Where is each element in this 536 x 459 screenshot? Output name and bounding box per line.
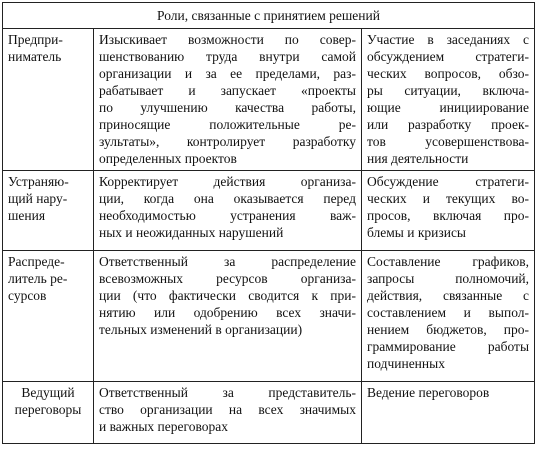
description-line: Корректирует действия организа- xyxy=(99,174,356,189)
activity-line: обсуждением стратеги- xyxy=(367,49,530,64)
description-line: нятию или одобрению всех значи- xyxy=(99,305,356,320)
activity-line: Составление графиков, xyxy=(367,254,530,269)
role-line: переговоры xyxy=(14,402,82,417)
role-line: Устраняю- xyxy=(8,174,69,189)
table-row xyxy=(3,29,535,171)
activity-cell xyxy=(362,171,535,251)
activity-line: или разработку проек- xyxy=(367,117,530,132)
description-line: ство организации на всех значимых xyxy=(99,402,356,417)
role-line: литель ре- xyxy=(8,271,68,286)
description-line: тельных изменений в организации) xyxy=(99,322,303,337)
activity-line: ческих вопросов, обзо- xyxy=(367,66,530,81)
activity-line: составлением и выпол- xyxy=(367,305,530,320)
activity-line: ния деятельности xyxy=(367,151,469,166)
description-line: всевозможных ресурсов организа- xyxy=(99,271,356,286)
role-cell xyxy=(3,171,94,251)
description-cell xyxy=(94,251,362,382)
description-line: Изыскивает возможности по совер- xyxy=(99,32,356,47)
description-line: Ответственный за представитель- xyxy=(99,385,356,400)
role-line: сурсов xyxy=(8,288,47,303)
description-line: организации и за ее пределами, раз- xyxy=(99,66,356,81)
roles-table xyxy=(2,2,535,444)
description-line: необходимостью устранения важ- xyxy=(99,208,356,223)
activity-cell xyxy=(362,382,535,444)
description-line: по улучшению качества работы, xyxy=(99,100,356,115)
table-title-row xyxy=(3,3,535,29)
role-line: Ведущий xyxy=(21,385,75,400)
activity-cell xyxy=(362,29,535,171)
description-line: ции (что фактически сводится к при- xyxy=(99,288,356,303)
description-line: Ответственный за распределение xyxy=(99,254,356,269)
description-line: ных и неожиданных нарушений xyxy=(99,225,284,240)
activity-cell xyxy=(362,251,535,382)
activity-line: Участие в заседаниях с xyxy=(367,32,530,47)
description-line: ции, когда она оказывается перед xyxy=(99,191,356,206)
activity-line: нением бюджетов, про- xyxy=(367,322,530,337)
activity-line: ры ситуации, включа- xyxy=(367,83,530,98)
table-title: Роли, связанные с принятием решений xyxy=(3,3,535,29)
role-line: щий нару- xyxy=(8,191,68,206)
role-line: Распреде- xyxy=(8,254,65,269)
activity-line: ющие инициирование xyxy=(367,100,530,115)
activity-line: граммирование работы xyxy=(367,339,530,354)
activity-line: ческих и текущих во- xyxy=(367,191,530,206)
activity-line: блемы и кризисы xyxy=(367,225,467,240)
role-cell xyxy=(3,251,94,382)
table-row xyxy=(3,171,535,251)
description-line: определенных проектов xyxy=(99,151,237,166)
role-line: ниматель xyxy=(8,49,62,64)
description-line: приносящие положительные ре- xyxy=(99,117,356,132)
description-cell xyxy=(94,171,362,251)
role-cell xyxy=(3,29,94,171)
table-row xyxy=(3,251,535,382)
activity-line: подчиненных xyxy=(367,356,445,371)
activity-line: действия, связанные с xyxy=(367,288,530,303)
role-cell xyxy=(3,382,94,444)
description-cell xyxy=(94,382,362,444)
role-line: шения xyxy=(8,208,46,223)
activity-line: Обсуждение стратеги- xyxy=(367,174,530,189)
activity-line: тов усовершенствова- xyxy=(367,134,530,149)
activity-line: просов, включая про- xyxy=(367,208,530,223)
table-row xyxy=(3,382,535,444)
description-line: шенствованию труда внутри самой xyxy=(99,49,356,64)
description-line: зультаты», контролирует разработку xyxy=(99,134,356,149)
description-line: рабатывает и запускает «проекты xyxy=(99,83,356,98)
role-line: Предпри- xyxy=(8,32,63,47)
activity-line: Ведение переговоров xyxy=(367,385,490,400)
description-line: и важных переговорах xyxy=(99,419,228,434)
activity-line: запросы полномочий, xyxy=(367,271,530,286)
description-cell xyxy=(94,29,362,171)
